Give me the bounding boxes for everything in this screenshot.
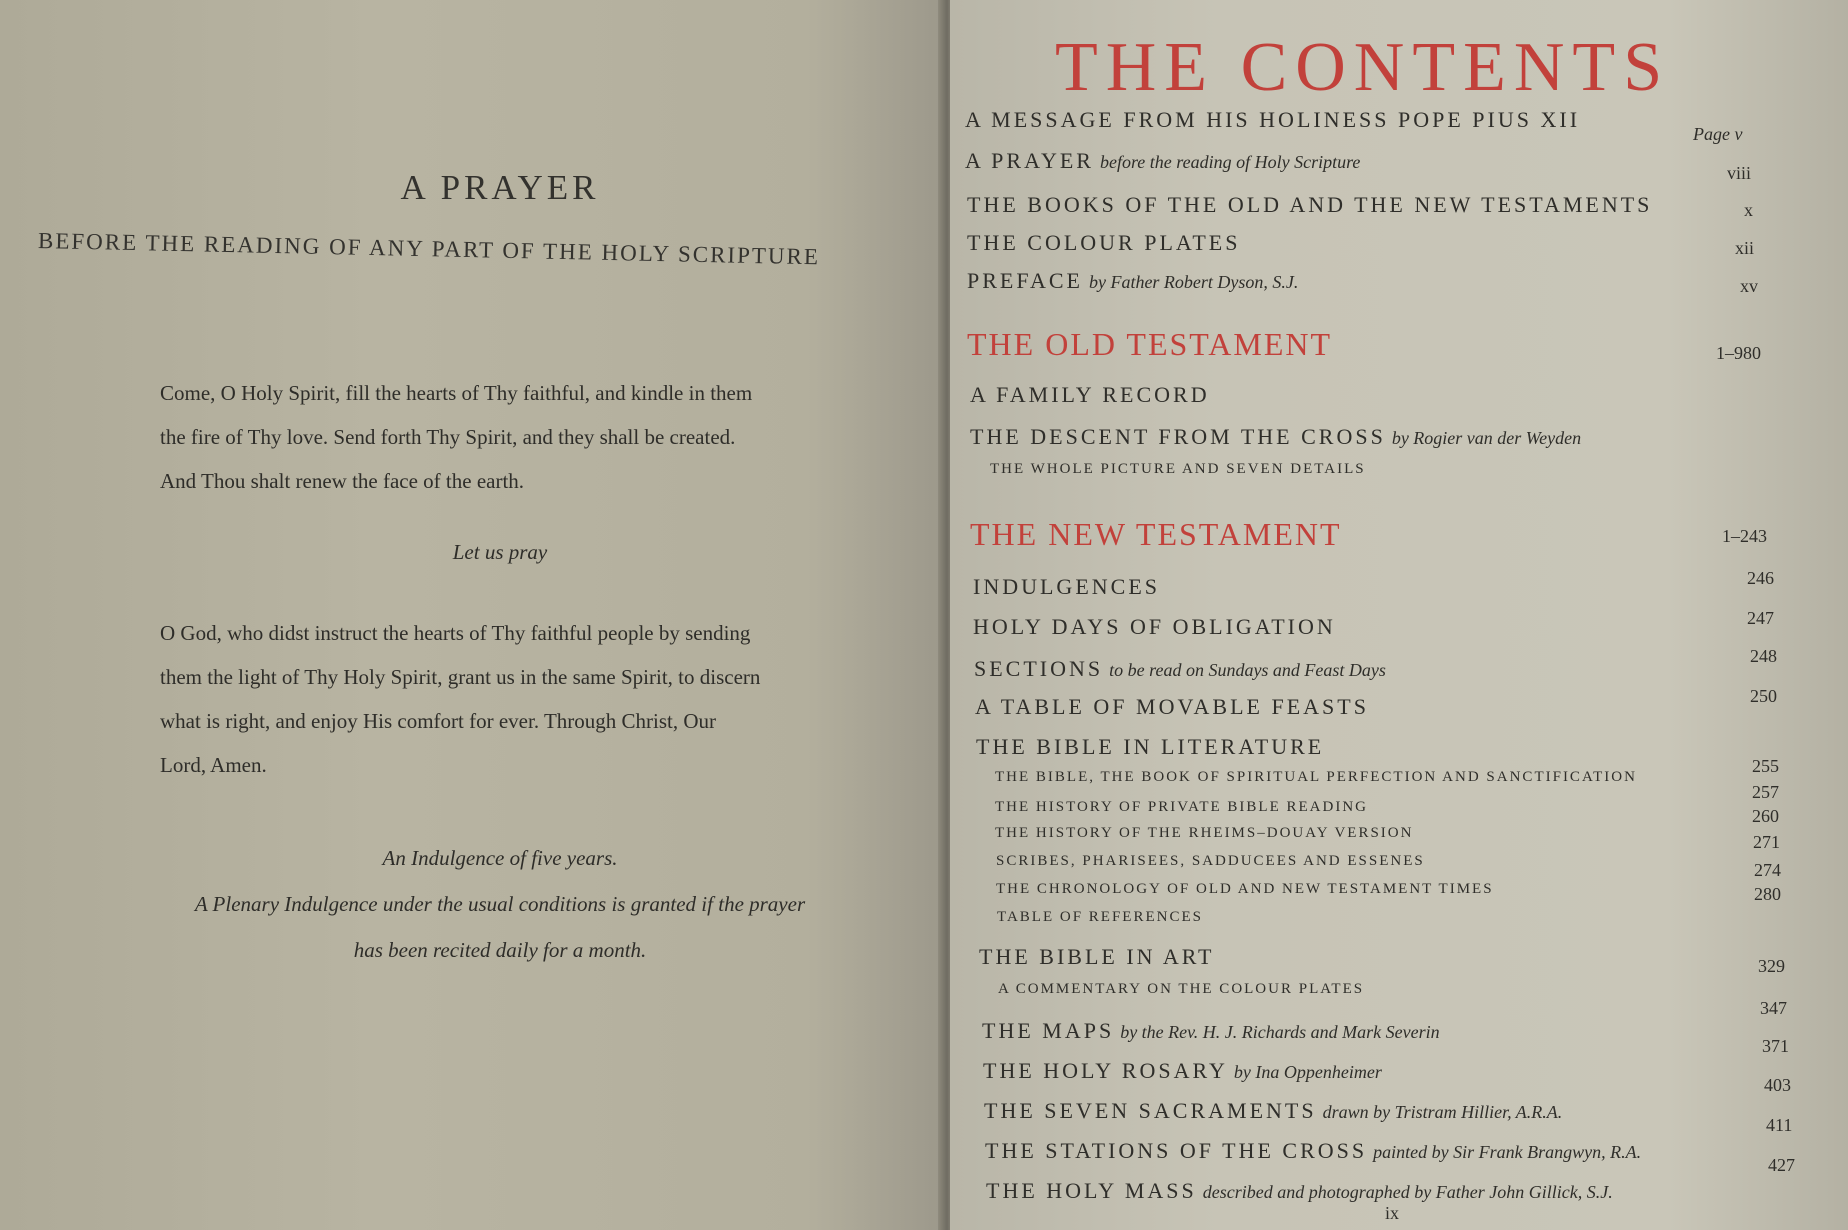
toc-entry-bible-literature: THE BIBLE IN LITERATURE bbox=[976, 734, 1325, 759]
toc-subentry-whole-picture: THE WHOLE PICTURE AND SEVEN DETAILS bbox=[990, 461, 1366, 477]
toc-entry-descent: THE DESCENT FROM THE CROSS by Rogier van der Weyden bbox=[970, 424, 1582, 449]
page-folio: ix bbox=[1385, 1203, 1400, 1223]
toc-page-holy-mass: 427 bbox=[1768, 1155, 1795, 1175]
text-line: them the light of Thy Holy Spirit, grant us in the same Spirit, to discern bbox=[160, 665, 761, 689]
toc-entry-movable-feasts: A TABLE OF MOVABLE FEASTS bbox=[975, 694, 1369, 719]
toc-page-rosary: 371 bbox=[1762, 1036, 1789, 1056]
toc-page-rheims-douay: 260 bbox=[1752, 806, 1779, 826]
toc-page-books: x bbox=[1744, 200, 1753, 220]
toc-subentry-chronology: THE CHRONOLOGY OF OLD AND NEW TESTAMENT TIMES bbox=[996, 881, 1494, 897]
toc-page-movable-feasts: 250 bbox=[1750, 686, 1777, 706]
toc-entry-books: THE BOOKS OF THE OLD AND THE NEW TESTAMENTS bbox=[967, 192, 1653, 217]
toc-page-sacraments: 403 bbox=[1764, 1075, 1791, 1095]
toc-entry-sections: SECTIONS to be read on Sundays and Feast Days bbox=[974, 656, 1386, 681]
text-line: Come, O Holy Spirit, fill the hearts of Thy faithful, and kindle in them bbox=[160, 381, 753, 405]
lets-pray-line: Let us pray bbox=[452, 540, 548, 564]
text-line: O God, who didst instruct the hearts of Thy faithful people by sending bbox=[160, 621, 751, 645]
toc-entry-holy-days: HOLY DAYS OF OBLIGATION bbox=[973, 614, 1336, 639]
toc-entry-family-record: A FAMILY RECORD bbox=[970, 382, 1210, 407]
toc-subentry-rheims-douay: THE HISTORY OF THE RHEIMS–DOUAY VERSION bbox=[995, 825, 1414, 841]
toc-entry-indulgences: INDULGENCES bbox=[973, 574, 1160, 599]
toc-page-prayer: viii bbox=[1727, 163, 1752, 183]
prayer-paragraph-2 bbox=[160, 611, 840, 787]
prayer-title: A PRAYER bbox=[400, 168, 600, 207]
toc-entry-sacraments: THE SEVEN SACRAMENTS drawn by Tristram Hillier, A.R.A. bbox=[984, 1098, 1563, 1123]
toc-page-indulgences: 246 bbox=[1747, 568, 1774, 588]
toc-subentry-references: TABLE OF REFERENCES bbox=[997, 909, 1203, 925]
text-line: the fire of Thy love. Send forth Thy Spirit, and they shall be created. bbox=[160, 425, 736, 449]
indulgence-line-2: A Plenary Indulgence under the usual conditions is granted if the prayer bbox=[194, 892, 806, 916]
new-testament-heading: THE NEW TESTAMENT bbox=[970, 516, 1342, 552]
old-testament-pages: 1–980 bbox=[1716, 343, 1761, 363]
toc-entry-message: A MESSAGE FROM HIS HOLINESS POPE PIUS XII bbox=[965, 107, 1581, 132]
toc-subentry-private-reading: THE HISTORY OF PRIVATE BIBLE READING bbox=[995, 799, 1368, 815]
toc-page-stations: 411 bbox=[1766, 1115, 1793, 1135]
text-line: what is right, and enjoy His comfort for ever. Through Christ, Our bbox=[160, 709, 717, 733]
prayer-subtitle: BEFORE THE READING OF ANY PART OF THE HOLY SCRIPTURE bbox=[37, 228, 821, 270]
old-testament-heading: THE OLD TESTAMENT bbox=[967, 326, 1333, 362]
indulgence-line-3: has been recited daily for a month. bbox=[353, 938, 647, 962]
prayer-paragraph-1 bbox=[160, 371, 840, 503]
new-testament-pages: 1–243 bbox=[1722, 526, 1767, 546]
toc-page-sections: 248 bbox=[1750, 646, 1777, 666]
toc-page-bible-art: 329 bbox=[1758, 956, 1785, 976]
toc-page-maps: 347 bbox=[1760, 998, 1787, 1018]
toc-page-chronology: 274 bbox=[1754, 860, 1781, 880]
text-line: And Thou shalt renew the face of the earth. bbox=[160, 469, 525, 493]
toc-entry-bible-art: THE BIBLE IN ART bbox=[979, 944, 1215, 969]
toc-entry-rosary: THE HOLY ROSARY by Ina Oppenheimer bbox=[983, 1058, 1382, 1083]
toc-subentry-spiritual-perfection: THE BIBLE, THE BOOK OF SPIRITUAL PERFECTION AND SANCTIFICATION bbox=[995, 769, 1637, 785]
text-line: Lord, Amen. bbox=[160, 753, 267, 777]
indulgence-line-1: An Indulgence of five years. bbox=[382, 846, 618, 870]
toc-entry-stations: THE STATIONS OF THE CROSS painted by Sir Frank Brangwyn, R.A. bbox=[985, 1138, 1642, 1163]
toc-page-spiritual-perfection: 255 bbox=[1752, 756, 1779, 776]
toc-page-references: 280 bbox=[1754, 884, 1781, 904]
toc-page-private-reading: 257 bbox=[1752, 782, 1779, 802]
contents-title: THE CONTENTS bbox=[1055, 29, 1671, 106]
toc-page-colour-plates: xii bbox=[1735, 238, 1755, 258]
toc-entry-prayer: A PRAYER before the reading of Holy Scripture bbox=[965, 148, 1361, 173]
toc-entry-maps: THE MAPS by the Rev. H. J. Richards and Mark Severin bbox=[982, 1018, 1440, 1043]
toc-entry-preface: PREFACE by Father Robert Dyson, S.J. bbox=[967, 268, 1299, 293]
toc-page-message: Page v bbox=[1693, 124, 1743, 144]
toc-page-scribes: 271 bbox=[1753, 832, 1780, 852]
toc-subentry-scribes: SCRIBES, PHARISEES, SADDUCEES AND ESSENES bbox=[996, 853, 1425, 869]
toc-entry-holy-mass: THE HOLY MASS described and photographed by Father John Gillick, S.J. bbox=[986, 1178, 1613, 1203]
toc-entry-colour-plates: THE COLOUR PLATES bbox=[967, 230, 1241, 255]
toc-page-preface: xv bbox=[1740, 276, 1758, 296]
toc-page-holy-days: 247 bbox=[1747, 608, 1774, 628]
toc-subentry-commentary: A COMMENTARY ON THE COLOUR PLATES bbox=[998, 981, 1365, 997]
